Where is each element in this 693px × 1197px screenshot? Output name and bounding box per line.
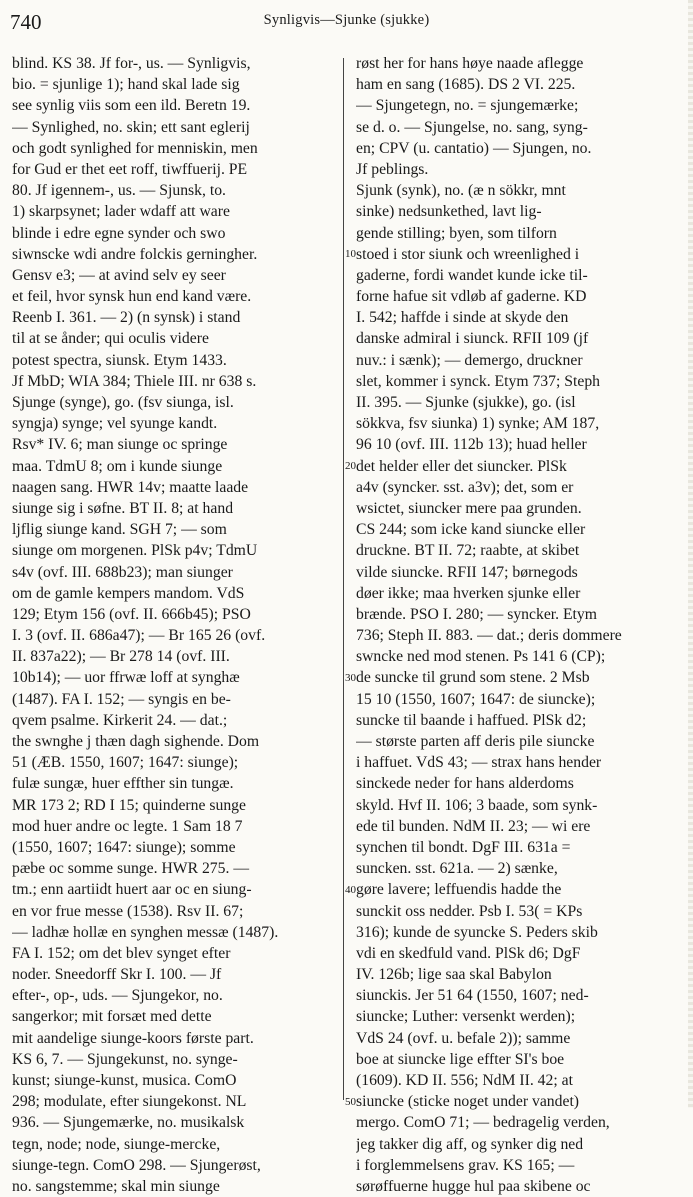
text-line: 736; Steph II. 883. — dat.; deris dommere	[356, 627, 622, 645]
text-line: bio. = sjunlige 1); hand skal lade sig	[12, 76, 240, 94]
text-line: blind. KS 38. Jf for-, us. — Synligvis,	[12, 55, 251, 72]
text-line: sinke) nedsunkethed, lavt lig-	[356, 203, 542, 221]
text-line: døer ikke; maa hverken sjunke eller	[356, 584, 581, 602]
text-line: røst her for hans høye naade aflegge	[356, 55, 584, 72]
text-line: se d. o. — Sjungelse, no. sang, syng-	[356, 118, 588, 136]
text-line: nuv.: i sænk); — demergo, druckner	[356, 351, 583, 369]
text-line: 15 10 (1550, 1607; 1647: de siuncke);	[356, 690, 596, 708]
text-line: Jf peblings.	[356, 160, 429, 178]
text-line: siuncke (sticke noget under vandet)	[356, 1093, 580, 1111]
text-line: siunge-tegn. ComO 298. — Sjungerøst,	[12, 1156, 261, 1174]
text-line: siuncke; Luther: versenkt werden);	[356, 1008, 576, 1026]
text-line: — største parten aff deris pile siuncke	[356, 733, 595, 750]
text-line: Gensv e3; — at avind selv ey seer	[12, 266, 226, 284]
text-line: VdS 24 (ovf. u. befale 2)); samme	[356, 1029, 571, 1047]
text-line: swncke ned mod stenen. Ps 141 6 (CP);	[356, 648, 606, 666]
column-divider	[343, 58, 344, 1100]
text-line: see synlig viis som een ild. Beretn 19.	[12, 97, 251, 115]
text-line: blinde i edre egne synder och swo	[12, 224, 226, 242]
text-line: siunge sig i søfne. BT II. 8; at hand	[12, 499, 234, 517]
text-line: sørøffuerne hugge hul paa skibene oc	[356, 1177, 591, 1195]
text-line: a4v (syncker. sst. a3v); det, som er	[356, 478, 574, 496]
text-line: gaderne, fordi wandet kunde icke til-	[356, 266, 588, 284]
page-number: 740	[10, 10, 42, 34]
text-line: i forglemmelsens grav. KS 165; —	[356, 1156, 575, 1174]
text-line: CS 244; som icke kand siuncke eller	[356, 521, 586, 539]
text-line: wsictet, siuncker mere paa grunden.	[356, 499, 582, 517]
text-line: noder. Sneedorff Skr I. 100. — Jf	[12, 966, 222, 984]
text-line: Sjunk (synk), no. (æ n sökkr, mnt	[356, 182, 566, 200]
text-line: boe at siuncke lige effter SI's boe	[356, 1050, 565, 1068]
text-line: pæbe oc somme sunge. HWR 275. —	[12, 860, 250, 878]
text-line: danske admiral i siunck. RFII 109 (jf	[356, 330, 589, 348]
text-line: 936. — Sjungemærke, no. musikalsk	[12, 1114, 245, 1132]
text-line: Sjunge (synge), go. (fsv siunga, isl.	[12, 394, 234, 411]
text-line: det helder eller det siuncker. PlSk	[356, 457, 567, 475]
text-line: suncke til baande i haffued. PlSk d2;	[356, 711, 587, 729]
text-line: s4v (ovf. III. 688b23); man siunger	[12, 563, 233, 581]
text-line: 129; Etym 156 (ovf. II. 666b45); PSO	[12, 605, 251, 623]
line-number: 20	[345, 459, 356, 472]
text-line: tegn, node; node, siunge-mercke,	[12, 1135, 221, 1153]
text-line: ham en sang (1685). DS 2 VI. 225.	[356, 76, 576, 94]
text-line: maa. TdmU 8; om i kunde siunge	[12, 457, 223, 475]
text-line: qvem psalme. Kirkerit 24. — dat.;	[12, 711, 228, 729]
text-line: vilde siuncke. RFII 147; børnegods	[356, 563, 578, 581]
text-line: sinckede neder for hans alderdoms	[356, 775, 574, 793]
text-line: I. 3 (ovf. II. 686a47); — Br 165 26 (ovf.	[12, 627, 266, 645]
text-line: sangerkor; mit forsæt med dette	[12, 1008, 212, 1026]
text-line: potest spectra, siunsk. Etym 1433.	[12, 351, 227, 369]
text-line: och godt synlighed for menniskin, men	[12, 139, 258, 157]
text-line: Reenb I. 361. — 2) (n synsk) i stand	[12, 309, 241, 327]
text-line: I. 542; haffde i sinde at skyde den	[356, 309, 569, 327]
text-line: mit aandelige siunge-koors første part.	[12, 1029, 254, 1047]
text-line: kunst; siunge-kunst, musica. ComO	[12, 1072, 237, 1089]
text-line: mergo. ComO 71; — bedragelig verden,	[356, 1114, 610, 1132]
text-line: efter-, op-, uds. — Sjungekor, no.	[12, 987, 223, 1005]
text-line: MR 173 2; RD I 15; quinderne sunge	[12, 796, 246, 814]
right-column	[356, 53, 678, 1197]
text-line: ljflig siunge kand. SGH 7; — som	[12, 521, 227, 539]
text-line: gende stilling; byen, som tilforn	[356, 224, 557, 242]
text-line: siunge om morgenen. PlSk p4v; TdmU	[12, 542, 258, 560]
text-line: gøre lavere; leffuendis hadde the	[356, 881, 562, 899]
text-line: — ladhæ hollæ en synghen messæ (1487).	[12, 923, 279, 941]
text-line: IV. 126b; lige saa skal Babylon	[356, 966, 552, 984]
text-line: ede til bunden. NdM II. 23; — wi ere	[356, 817, 591, 835]
text-line: druckne. BT II. 72; raabte, at skibet	[356, 542, 580, 560]
text-line: skyld. Hvf II. 106; 3 baade, som synk-	[356, 796, 598, 814]
text-line: no. sangstemme; skal min siunge	[12, 1177, 220, 1195]
text-line: Rsv* IV. 6; man siunge oc springe	[12, 436, 228, 454]
text-line: stoed i stor siunk och wreenlighed i	[356, 245, 580, 263]
page-edge	[688, 0, 693, 1108]
text-line: naagen sang. HWR 14v; maatte laade	[12, 478, 249, 496]
text-line: Jf MbD; WIA 384; Thiele III. nr 638 s.	[12, 372, 257, 390]
text-line: jeg takker dig aff, og synker dig ned	[356, 1135, 584, 1153]
text-line: sökkva, fsv siunka) 1) synke; AM 187,	[356, 415, 600, 433]
text-line: vdi en skedfuld vand. PlSk d6; DgF	[356, 944, 581, 962]
text-line: en vor frue messe (1538). Rsv II. 67;	[12, 902, 244, 920]
text-line: forne hafue sit vdløb af gaderne. KD	[356, 288, 587, 306]
line-number: 40	[345, 883, 356, 896]
text-line: FA I. 152; om det blev synget efter	[12, 944, 231, 962]
left-column	[12, 53, 334, 1197]
text-line: (1550, 1607; 1647: siunge); somme	[12, 838, 236, 856]
text-line: slet, kommer i synck. Etym 737; Steph	[356, 372, 601, 390]
running-header	[0, 6, 693, 36]
text-line: suncken. sst. 621a. — 2) sænke,	[356, 860, 558, 878]
text-line: 51 (ÆB. 1550, 1607; 1647: siunge);	[12, 754, 239, 772]
text-line: — Synlighed, no. skin; ett sant eglerij	[12, 118, 250, 136]
text-line: brænde. PSO I. 280; — syncker. Etym	[356, 605, 597, 623]
text-line: fulæ sungæ, huer effther sin tungæ.	[12, 775, 234, 793]
text-line: II. 395. — Sjunke (sjukke), go. (isl	[356, 394, 576, 411]
text-line: siunckis. Jer 51 64 (1550, 1607; ned-	[356, 987, 589, 1005]
text-line: sunckit oss nedder. Psb I. 53( = KPs	[356, 902, 583, 920]
text-line: tm.; enn aartiidt huert aar oc en siung-	[12, 881, 252, 899]
line-number: 30	[345, 671, 356, 684]
line-number: 50	[345, 1095, 356, 1108]
text-line: (1609). KD II. 556; NdM II. 42; at	[356, 1072, 573, 1089]
running-head-title: Synligvis—Sjunke (sjukke)	[263, 12, 430, 28]
text-line: (1487). FA I. 152; — syngis en be-	[12, 690, 231, 708]
text-line: en; CPV (u. cantatio) — Sjungen, no.	[356, 139, 592, 157]
text-line: 96 10 (ovf. III. 112b 13); huad heller	[356, 436, 587, 454]
text-line: mod huer andre oc legte. 1 Sam 18 7	[12, 817, 243, 835]
text-line: for Gud er thet eet roff, tiwffuerij. PE	[12, 160, 248, 178]
text-line: siwnscke wdi andre folckis gerningher.	[12, 245, 258, 263]
text-line: the swnghe j thæn dagh sighende. Dom	[12, 733, 260, 750]
text-line: synchen til bondt. DgF III. 631a =	[356, 838, 571, 856]
text-line: II. 837a22); — Br 278 14 (ovf. III.	[12, 648, 230, 666]
text-line: — Sjungetegn, no. = sjungemærke;	[356, 97, 579, 115]
text-line: syngja) synge; vel syunge kandt.	[12, 415, 218, 433]
text-line: 1) skarpsynet; lader wdaff att ware	[12, 203, 230, 221]
text-line: 316); kunde de syuncke S. Peders skib	[356, 923, 598, 941]
text-line: 298; modulate, efter siungekonst. NL	[12, 1093, 247, 1111]
text-line: KS 6, 7. — Sjungekunst, no. synge-	[12, 1050, 238, 1068]
text-line: om de gamle kempers mandom. VdS	[12, 584, 245, 602]
text-line: et feil, hvor synsk hun end kand være.	[12, 288, 252, 306]
text-line: 10b14); — uor ffrwæ loff at synghæ	[12, 669, 240, 687]
line-number: 10	[345, 247, 356, 260]
text-line: i haffuet. VdS 43; — strax hans hender	[356, 754, 602, 772]
text-line: til at se ånder; qui oculis videre	[12, 330, 209, 348]
text-line: 80. Jf igennem-, us. — Sjunsk, to.	[12, 182, 226, 200]
text-line: de suncke til grund som stene. 2 Msb	[356, 669, 590, 687]
